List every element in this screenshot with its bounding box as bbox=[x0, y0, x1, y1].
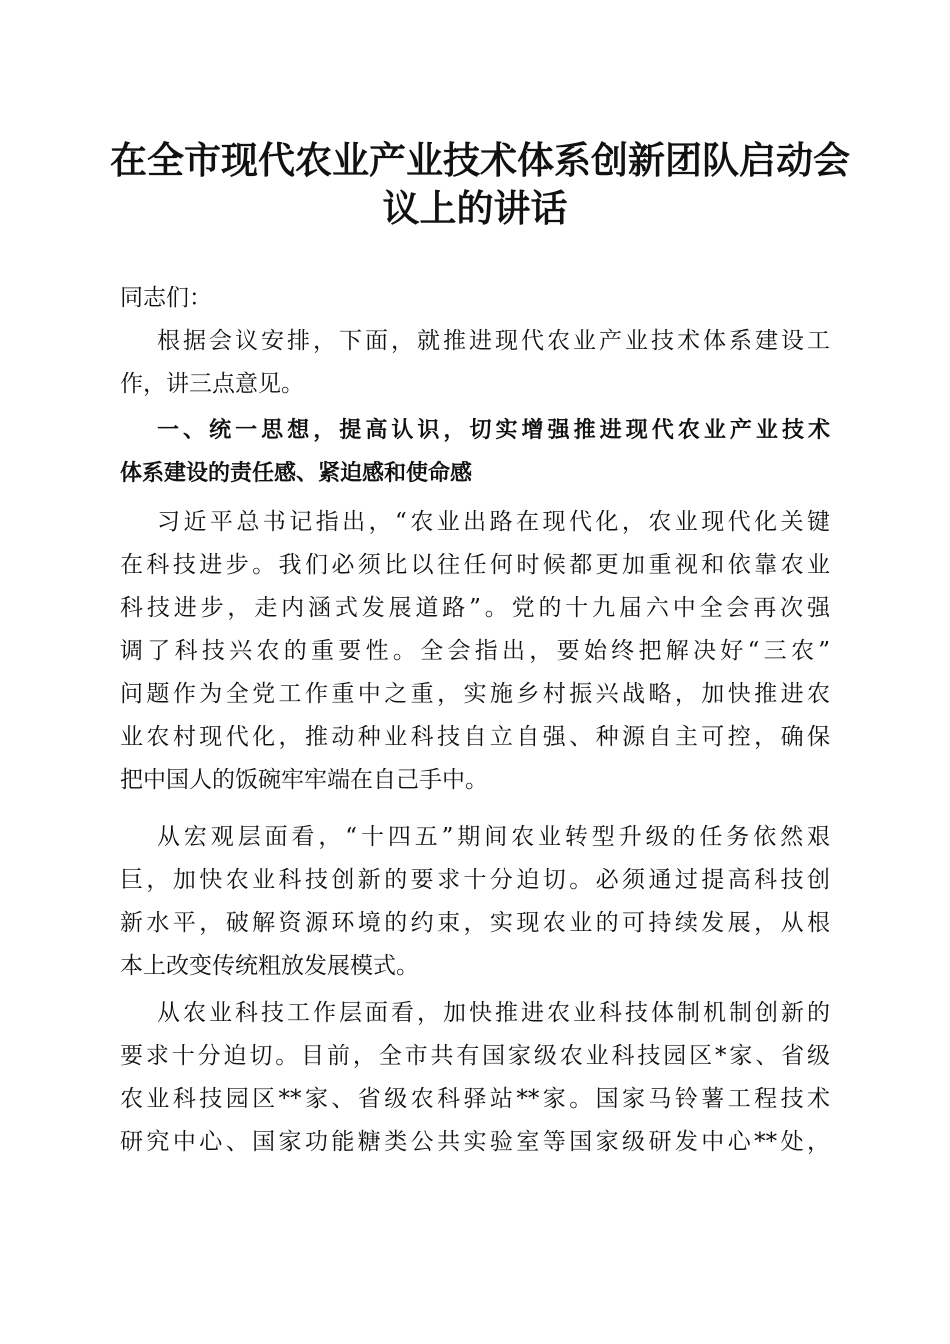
para3-line-1: 从农业科技工作层面看，加快推进农业科技体制机制创新的 bbox=[157, 1000, 830, 1026]
para1-line-2: 在科技进步。我们必须比以往任何时候都更加重视和依靠农业 bbox=[120, 552, 830, 578]
para1-line-1: 习近平总书记指出，“农业出路在现代化，农业现代化关键 bbox=[157, 509, 830, 535]
intro-line-1: 根据会议安排，下面，就推进现代农业产业技术体系建设工 bbox=[157, 328, 830, 354]
document-title-line-2: 议上的讲话 bbox=[382, 186, 568, 230]
para1-line-7: 把中国人的饭碗牢牢端在自己手中。 bbox=[120, 767, 488, 793]
para3-line-2: 要求十分迫切。目前，全市共有国家级农业科技园区*家、省级 bbox=[120, 1043, 830, 1069]
para1-line-5: 问题作为全党工作重中之重，实施乡村振兴战略，加快推进农 bbox=[120, 681, 830, 707]
para1-line-6: 业农村现代化，推动种业科技自立自强、种源自主可控，确保 bbox=[120, 724, 830, 750]
para2-line-2: 巨，加快农业科技创新的要求十分迫切。必须通过提高科技创 bbox=[120, 867, 830, 893]
document-title-line-1: 在全市现代农业产业技术体系创新团队启动会 bbox=[110, 138, 850, 182]
para3-line-3: 农业科技园区**家、省级农科驿站**家。国家马铃薯工程技术 bbox=[120, 1086, 830, 1112]
para2-line-3: 新水平，破解资源环境的约束，实现农业的可持续发展，从根 bbox=[120, 910, 830, 936]
salutation: 同志们： bbox=[120, 285, 212, 311]
para2-line-1: 从宏观层面看，“十四五”期间农业转型升级的任务依然艰 bbox=[157, 824, 830, 850]
section1-heading-line-1: 一、统一思想，提高认识，切实增强推进现代农业产业技术 bbox=[157, 418, 830, 443]
para1-line-4: 调了科技兴农的重要性。全会指出，要始终把解决好“三农” bbox=[120, 638, 830, 664]
section1-heading-line-2: 体系建设的责任感、紧迫感和使命感 bbox=[120, 461, 473, 486]
para1-line-3: 科技进步，走内涵式发展道路”。党的十九届六中全会再次强 bbox=[120, 595, 830, 621]
intro-line-2: 作，讲三点意见。 bbox=[120, 371, 304, 397]
para2-line-4: 本上改变传统粗放发展模式。 bbox=[120, 953, 419, 979]
para3-line-4: 研究中心、国家功能糖类公共实验室等国家级研发中心**处， bbox=[120, 1129, 830, 1155]
